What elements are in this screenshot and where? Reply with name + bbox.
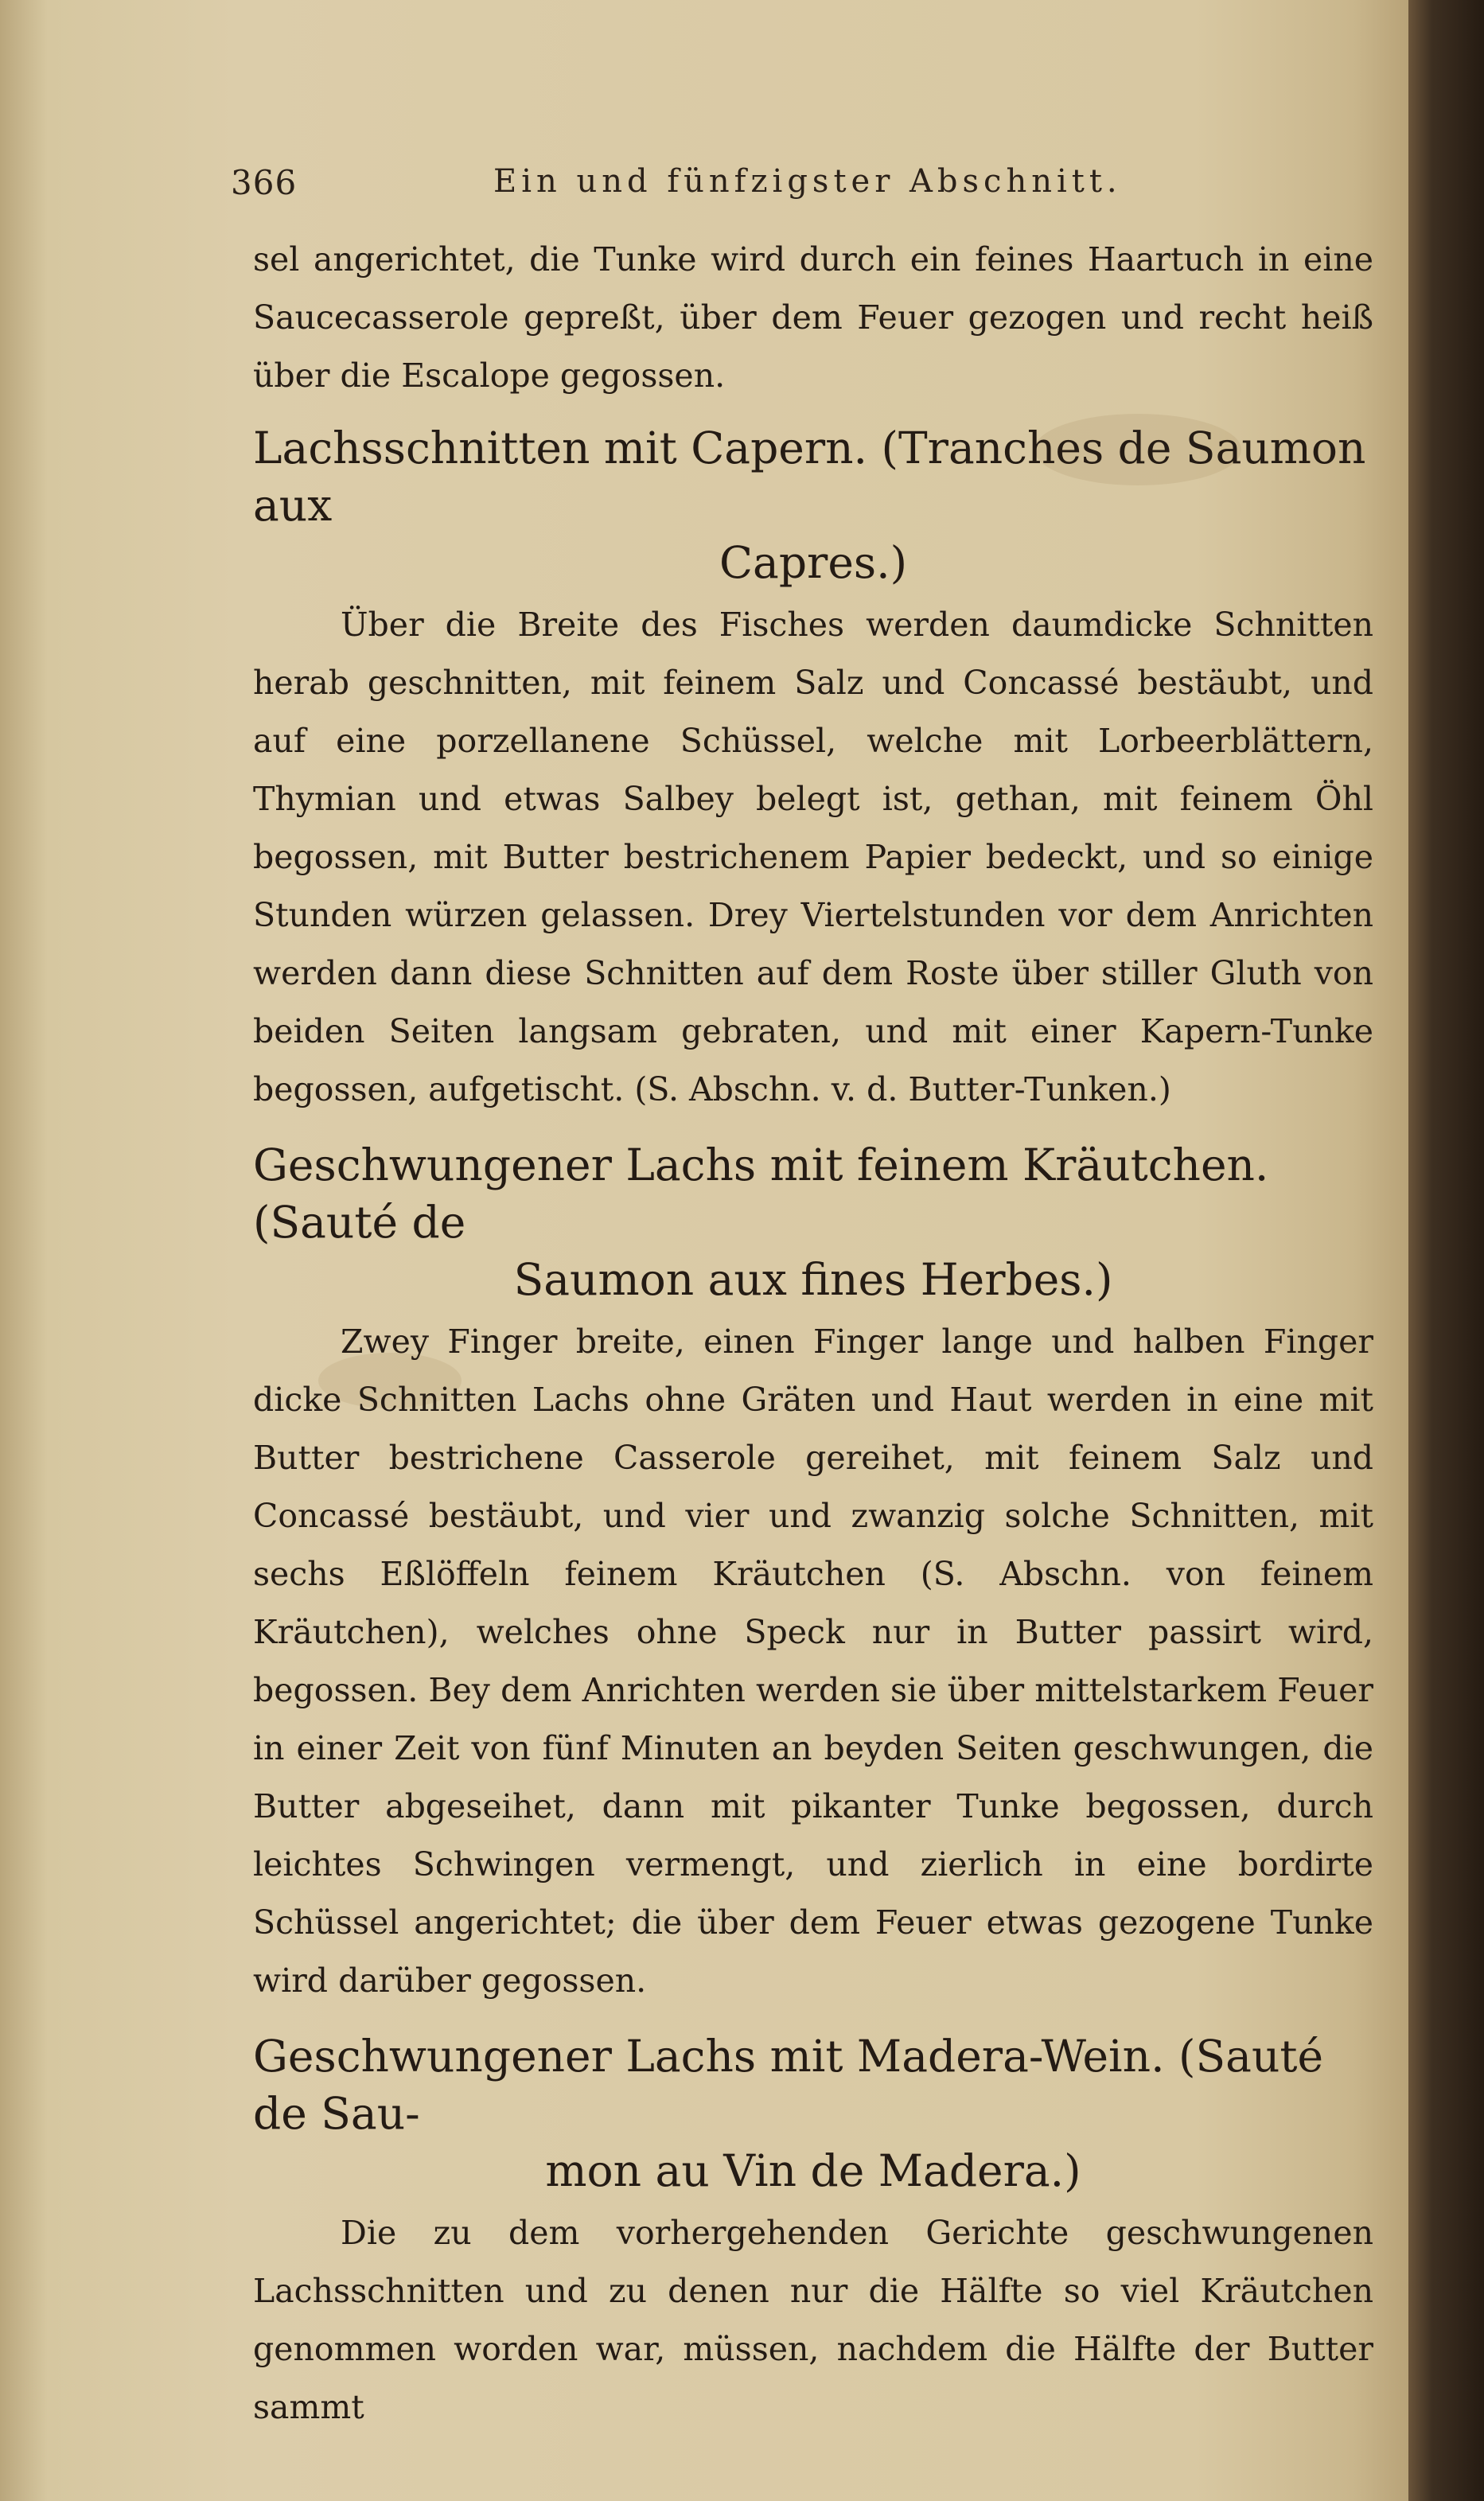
page-body xyxy=(253,231,1373,2437)
chapter-header: Ein und fünfzigster Abschnitt. xyxy=(493,163,1122,200)
recipe-text: Zwey Finger breite, einen Finger lange und halben Finger dicke Schnitten Lachs ohne Gräten und Haut werden in eine mit Butter bestrichene Casserole gereihet, mit feinem Salz und Concassé bestäubt, und vier und zwanzig solche Schnitten, mit sechs Eßlöffeln feinem Kräutchen (S. Abschn. von feinem Kräutchen), welches ohne Speck nur in Butter passirt wird, begossen. Bey dem Anrichten werden sie über mittelstarkem Feuer in einer Zeit von fünf Minuten an beyden Seiten geschwungen, die Butter abgeseihet, dann mit pikanter Tunke begossen, durch leichtes Schwingen vermengt, und zierlich in eine bordirte Schüssel angerichtet; die über dem Feuer etwas gezogene Tunke wird darüber gegossen. xyxy=(253,1323,1373,2000)
recipe-text: Über die Breite des Fisches werden daumdicke Schnitten herab geschnitten, mit feinem Salz und Concassé bestäubt, und auf eine porzellanene Schüssel, welche mit Lorbeerblättern, Thymian und etwas Salbey belegt ist, gethan, mit feinem Öhl begossen, mit Butter bestrichenem Papier bedeckt, und so einige Stunden würzen gelassen. Drey Viertelstunden vor dem Anrichten werden dann diese Schnitten auf dem Roste über stiller Gluth von beiden Seiten langsam gebraten, und mit einer Kapern-Tunke begossen, aufgetischt. (S. Abschn. v. d. Butter-Tunken.) xyxy=(253,606,1373,1108)
recipe-title-line1: Geschwungener Lachs mit feinem Kräutchen. (Sauté de xyxy=(253,1139,1269,1248)
book-binding xyxy=(1408,0,1484,2501)
recipe-text: Die zu dem vorhergehenden Gerichte geschwungenen Lachsschnitten und zu denen nur die Hälfte so viel Kräutchen genommen worden war, müssen, nachdem die Hälfte der Butter sammt xyxy=(253,2214,1373,2426)
recipe-heading xyxy=(253,1136,1373,1308)
page-number: 366 xyxy=(231,163,298,202)
recipe-title-line2: mon au Vin de Madera.) xyxy=(545,2145,1081,2196)
running-head xyxy=(231,163,1385,219)
recipe-title-line2: Saumon aux fines Herbes.) xyxy=(513,1254,1113,1305)
continued-paragraph: sel angerichtet, die Tunke wird durch ein feines Haartuch in eine Saucecasserole gepreßt, über dem Feuer gezogen und recht heiß über die Escalope gegossen. xyxy=(253,240,1373,395)
recipe-heading xyxy=(253,419,1373,591)
recipe-title-line2: Capres.) xyxy=(719,537,908,588)
recipe-title-line1: Geschwungener Lachs mit Madera-Wein. (Sauté de Sau- xyxy=(253,2031,1324,2139)
recipe-title-line1: Lachsschnitten mit Capern. (Tranches de Saumon aux xyxy=(253,423,1366,531)
recipe-heading xyxy=(253,2028,1373,2199)
